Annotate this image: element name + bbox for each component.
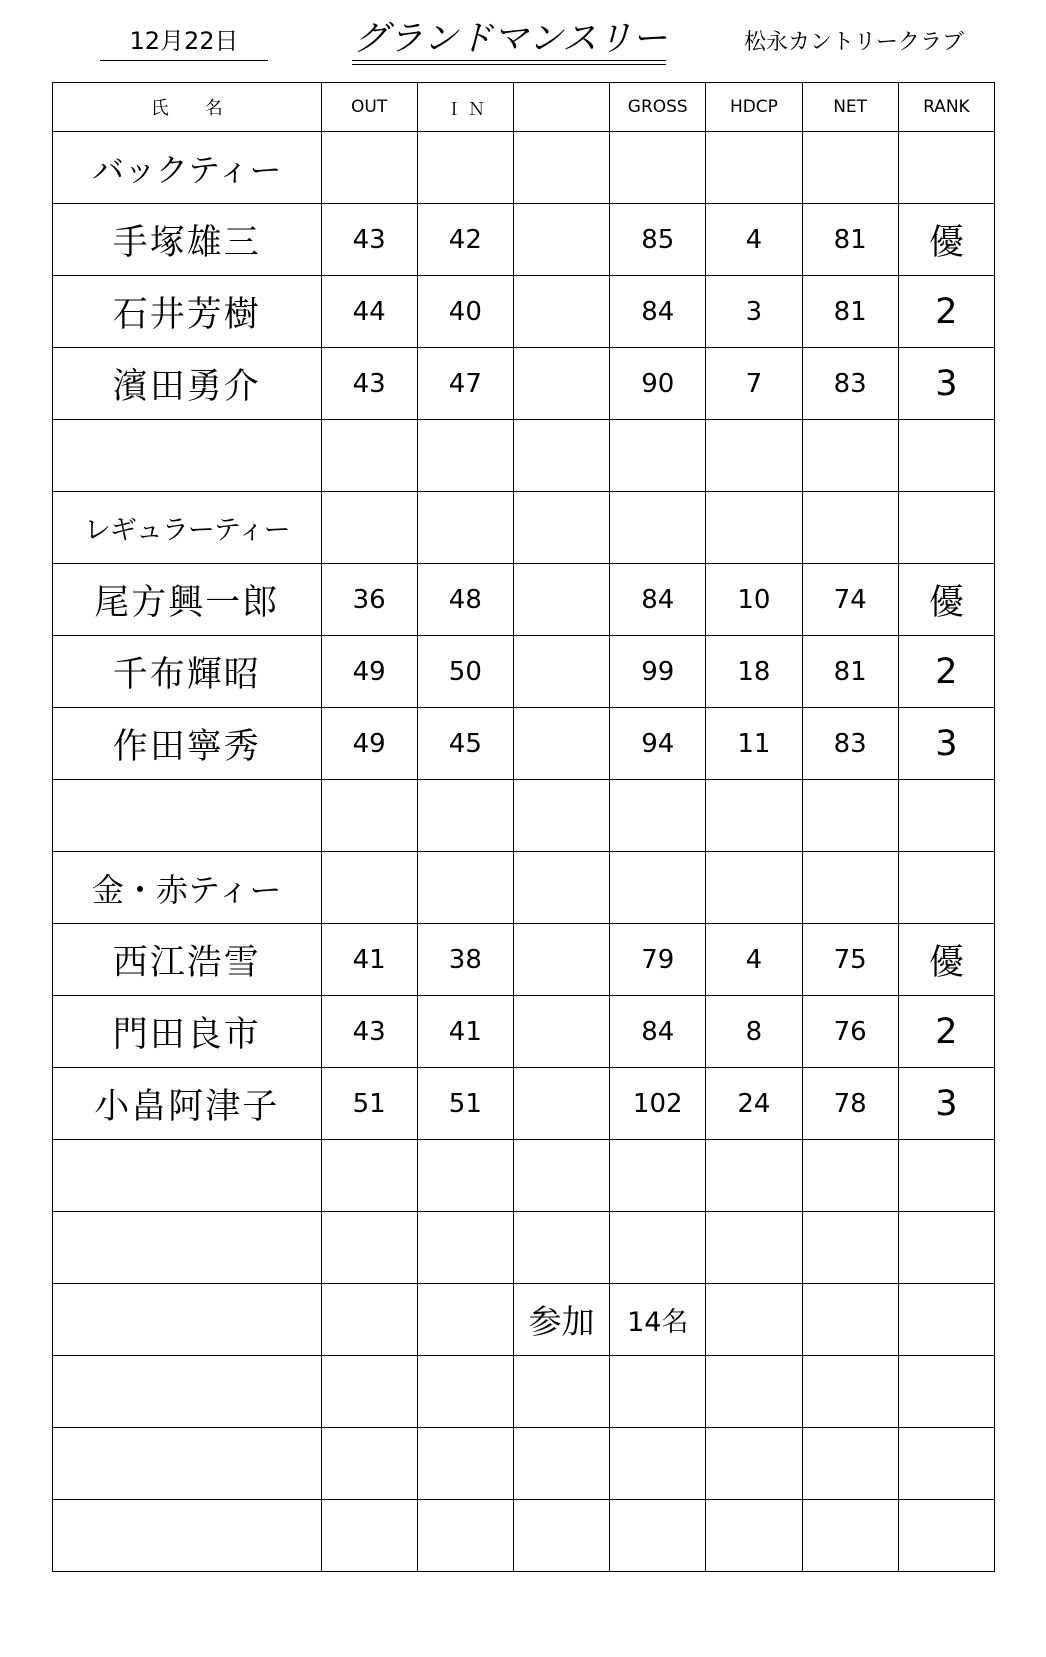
hdcp-value: 24 (706, 1068, 802, 1140)
col-header-blank (513, 83, 609, 132)
in-score: 42 (417, 204, 513, 276)
title-underline-top (352, 60, 666, 61)
gross-score: 90 (610, 348, 706, 420)
player-name: 千布輝昭 (53, 636, 322, 708)
table-row (53, 1068, 995, 1140)
empty-row (53, 420, 995, 492)
net-score: 81 (802, 204, 898, 276)
section-label: レギュラーティー (53, 492, 322, 564)
table-row (53, 564, 995, 636)
hdcp-value: 3 (706, 276, 802, 348)
gross-score: 99 (610, 636, 706, 708)
net-score: 83 (802, 348, 898, 420)
gross-score: 102 (610, 1068, 706, 1140)
table-row (53, 708, 995, 780)
col-header-hdcp: HDCP (706, 83, 802, 132)
rank-value: 優 (898, 564, 994, 636)
player-name: 手塚雄三 (53, 204, 322, 276)
in-score: 48 (417, 564, 513, 636)
net-score: 78 (802, 1068, 898, 1140)
col-header-in: Ｉ Ｎ (417, 83, 513, 132)
section-row-regular-tee (53, 492, 995, 564)
out-score: 49 (321, 636, 417, 708)
summary-row (53, 1284, 995, 1356)
player-name: 門田良市 (53, 996, 322, 1068)
out-score: 51 (321, 1068, 417, 1140)
player-name: 濱田勇介 (53, 348, 322, 420)
out-score: 41 (321, 924, 417, 996)
empty-row (53, 780, 995, 852)
rank-value: 3 (898, 1068, 994, 1140)
title-underline-bottom (352, 64, 666, 65)
event-date: 12月22日 (129, 27, 239, 55)
in-score: 51 (417, 1068, 513, 1140)
empty-row (53, 1356, 995, 1428)
gross-score: 84 (610, 996, 706, 1068)
gross-score: 84 (610, 564, 706, 636)
net-score: 76 (802, 996, 898, 1068)
empty-row (53, 1212, 995, 1284)
club-name: 松永カントリークラブ (744, 30, 965, 55)
gross-score: 94 (610, 708, 706, 780)
hdcp-value: 7 (706, 348, 802, 420)
empty-row (53, 1500, 995, 1572)
hdcp-value: 4 (706, 924, 802, 996)
rank-value: 3 (898, 348, 994, 420)
col-header-gross: GROSS (610, 83, 706, 132)
player-name: 西江浩雪 (53, 924, 322, 996)
rank-value: 3 (898, 708, 994, 780)
section-row-back-tee (53, 132, 995, 204)
section-label: 金・赤ティー (53, 852, 322, 924)
rank-value: 2 (898, 996, 994, 1068)
col-header-rank: RANK (898, 83, 994, 132)
table-row (53, 924, 995, 996)
table-row (53, 348, 995, 420)
in-score: 41 (417, 996, 513, 1068)
table-row (53, 276, 995, 348)
in-score: 45 (417, 708, 513, 780)
hdcp-value: 10 (706, 564, 802, 636)
rank-value: 2 (898, 276, 994, 348)
empty-row (53, 1428, 995, 1500)
player-name: 尾方興一郎 (53, 564, 322, 636)
empty-row (53, 1140, 995, 1212)
net-score: 75 (802, 924, 898, 996)
col-header-net: NET (802, 83, 898, 132)
event-title: グランドマンスリー (353, 19, 667, 59)
in-score: 50 (417, 636, 513, 708)
out-score: 43 (321, 348, 417, 420)
gross-score: 84 (610, 276, 706, 348)
participants-label: 参加 (513, 1284, 609, 1356)
out-score: 44 (321, 276, 417, 348)
gross-score: 85 (610, 204, 706, 276)
table-row (53, 636, 995, 708)
in-score: 38 (417, 924, 513, 996)
participants-count: 14名 (610, 1284, 706, 1356)
net-score: 81 (802, 636, 898, 708)
player-name: 石井芳樹 (53, 276, 322, 348)
section-row-gold-red-tee (53, 852, 995, 924)
hdcp-value: 18 (706, 636, 802, 708)
rank-value: 2 (898, 636, 994, 708)
table-row (53, 204, 995, 276)
hdcp-value: 11 (706, 708, 802, 780)
results-table (52, 82, 995, 1572)
in-score: 40 (417, 276, 513, 348)
rank-value: 優 (898, 924, 994, 996)
table-row (53, 996, 995, 1068)
col-header-name: 氏 名 (53, 83, 322, 132)
in-score: 47 (417, 348, 513, 420)
player-name: 作田寧秀 (53, 708, 322, 780)
header-row (53, 83, 995, 132)
hdcp-value: 8 (706, 996, 802, 1068)
hdcp-value: 4 (706, 204, 802, 276)
out-score: 49 (321, 708, 417, 780)
net-score: 74 (802, 564, 898, 636)
rank-value: 優 (898, 204, 994, 276)
out-score: 43 (321, 204, 417, 276)
player-name: 小畠阿津子 (53, 1068, 322, 1140)
net-score: 81 (802, 276, 898, 348)
gross-score: 79 (610, 924, 706, 996)
section-label: バックティー (53, 132, 322, 204)
date-underline (100, 60, 268, 61)
col-header-out: OUT (321, 83, 417, 132)
out-score: 36 (321, 564, 417, 636)
out-score: 43 (321, 996, 417, 1068)
net-score: 83 (802, 708, 898, 780)
